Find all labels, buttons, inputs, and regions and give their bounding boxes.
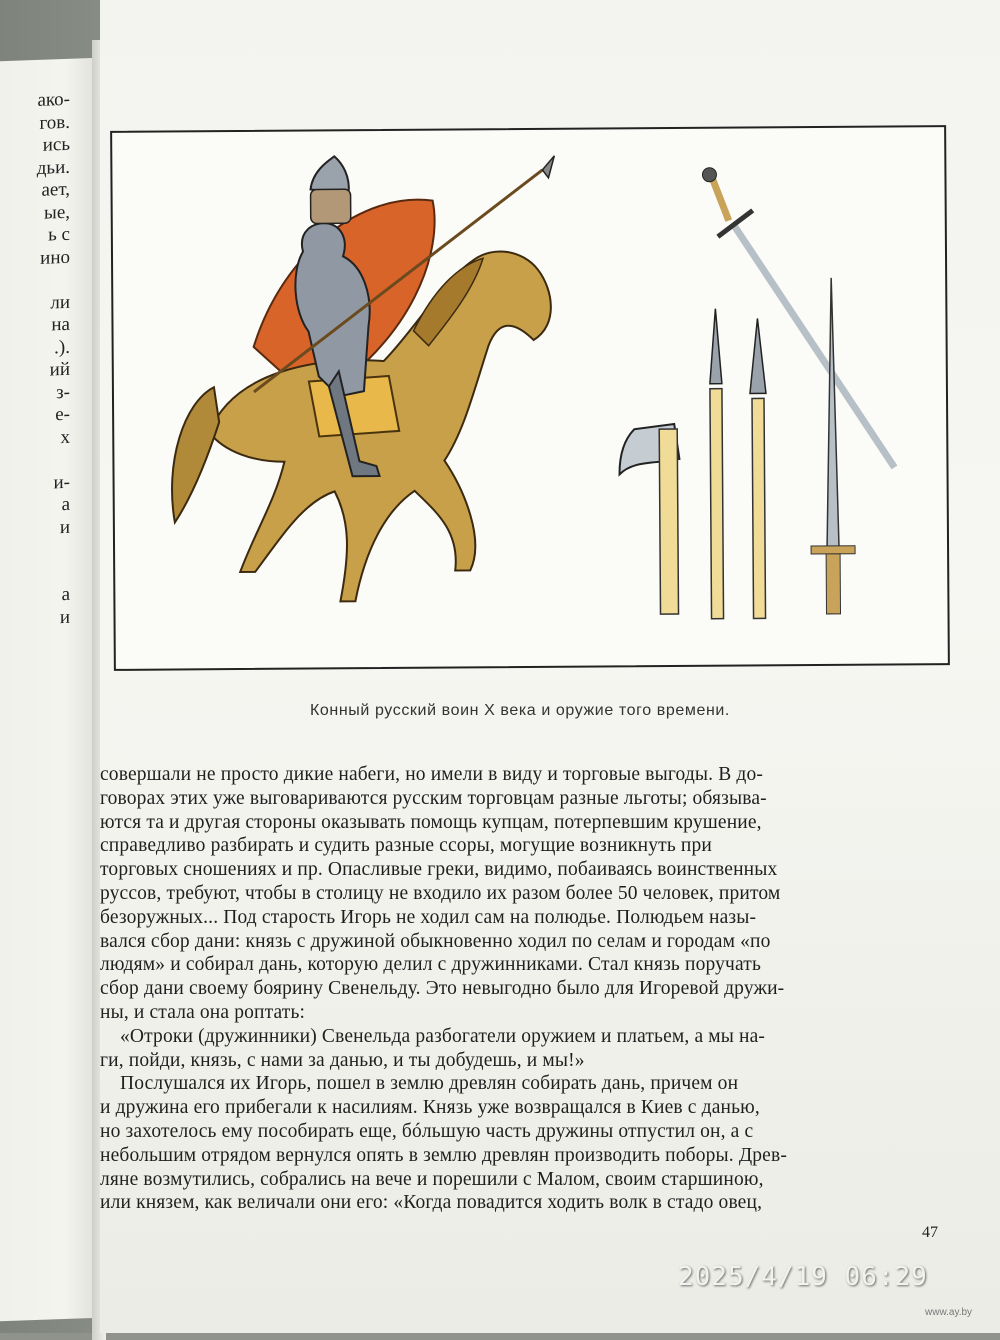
sword-hilt-vertical bbox=[826, 554, 840, 614]
text-line: Послушался их Игорь, пошел в землю древлян собирать дань, причем он bbox=[120, 1073, 739, 1095]
left-page-fragment bbox=[0, 269, 70, 294]
spear-shaft-1 bbox=[710, 389, 724, 619]
text-line: говорах этих уже выговариваются русским торговцам разные льготы; обязыва- bbox=[100, 787, 767, 809]
left-page-fragment: .). bbox=[54, 336, 70, 358]
left-page-fragment: е- bbox=[55, 403, 70, 426]
left-page-fragment: и bbox=[59, 516, 70, 538]
watermark: www.ay.by bbox=[925, 1307, 973, 1318]
lance-tip-icon bbox=[542, 156, 554, 178]
text-line: «Отроки (дружинники) Свенельда разбогатели оружием и платьем, а мы на- bbox=[120, 1025, 766, 1047]
left-page-fragment: х bbox=[60, 426, 70, 448]
helmet-icon bbox=[310, 156, 349, 193]
left-page-fragment: ий bbox=[49, 358, 70, 381]
sword-blade-vertical bbox=[825, 278, 839, 548]
left-page-fragment bbox=[0, 539, 70, 564]
text-line: сбор дани своему боярину Свенельду. Это невыгодно было для Игоревой дружи- bbox=[100, 978, 785, 1000]
text-line: торговых сношениях и пр. Опасливые греки, видимо, побаиваясь воинственных bbox=[100, 859, 778, 881]
text-line: но захотелось ему пособирать еще, бóльшую часть дружины отпустил он, а с bbox=[100, 1121, 754, 1142]
sword-grip bbox=[712, 179, 728, 221]
text-line: справедливо разбирать и судить разные ссоры, могущие возникнуть при bbox=[100, 835, 712, 857]
text-line: или князем, как величали они его: «Когда повадится ходить волк в стадо овец, bbox=[100, 1192, 763, 1214]
text-line: и дружина его прибегали к насилиям. Князь уже возвращался в Киев с данью, bbox=[100, 1097, 760, 1119]
left-page-fragment: а bbox=[61, 583, 70, 606]
text-line: ны, и стала она роптать: bbox=[100, 1002, 306, 1023]
left-page-fragment: а bbox=[61, 493, 70, 516]
text-line: ги, пойди, князь, с нами за данью, и ты добудешь, и мы!» bbox=[100, 1049, 585, 1071]
sword-guard-vertical bbox=[811, 546, 855, 554]
left-page-fragment: и bbox=[59, 606, 70, 628]
spear-tip-1-icon bbox=[709, 309, 722, 384]
left-page-fragment: з- bbox=[56, 381, 70, 403]
illustration bbox=[112, 127, 948, 669]
text-line: небольшим отрядом вернулся опять в землю древлян производить поборы. Древ- bbox=[100, 1144, 787, 1166]
illustration-caption: Конный русский воин X века и оружие того времени. bbox=[310, 702, 730, 719]
left-page-fragment: ако- bbox=[37, 88, 70, 111]
horse-tail bbox=[171, 387, 220, 522]
left-page-fragment: ино bbox=[40, 246, 70, 269]
page-number: 47 bbox=[922, 1224, 938, 1241]
text-line: совершали не просто дикие набеги, но имели в виду и торговые выгоды. В до- bbox=[100, 764, 764, 785]
left-page-fragment: и- bbox=[53, 471, 70, 493]
left-page-fragment bbox=[0, 449, 70, 474]
text-line: вался сбор дани: князь с дружиной обыкновенно ходил по селам и городам «по bbox=[100, 930, 771, 952]
rider-face bbox=[311, 189, 351, 223]
text-line: ются та и другая стороны оказывать помощь купцам, потерпевшим крушение, bbox=[100, 811, 762, 833]
axe-handle bbox=[659, 429, 678, 614]
left-page-text bbox=[0, 89, 70, 631]
left-page-fragment: ые, bbox=[44, 201, 70, 224]
text-line: руссов, требуют, чтобы в столицу не входило их разом более 50 человек, притом bbox=[100, 883, 781, 904]
text-line: безоружных... Под старость Игорь не ходил сам на полюдье. Полюдьем назы- bbox=[100, 906, 757, 928]
text-line: людям» и собирал дань, которую делил с дружинниками. Стал князь поручать bbox=[100, 954, 762, 976]
spear-tip-2-icon bbox=[749, 318, 766, 393]
text-line: ляне возмутились, собрались на вече и порешили с Малом, своим старшиною, bbox=[100, 1168, 764, 1190]
left-page-fragment: ает, bbox=[41, 178, 70, 201]
sword-pommel-icon bbox=[702, 168, 716, 182]
spear-shaft-2 bbox=[752, 398, 766, 618]
left-page-fragment: дьи. bbox=[36, 156, 70, 179]
photo-timestamp: 2025/4/19 06:29 bbox=[678, 1262, 928, 1292]
left-page-fragment: ли bbox=[50, 291, 70, 313]
left-page-fragment: на bbox=[51, 313, 70, 336]
left-page-fragment: гов. bbox=[39, 111, 70, 134]
left-page-fragment: ись bbox=[42, 133, 70, 156]
left-page-fragment: ь с bbox=[48, 223, 70, 246]
right-page bbox=[100, 0, 1000, 1333]
left-page-fragment bbox=[0, 561, 70, 586]
illustration-frame bbox=[110, 125, 950, 671]
